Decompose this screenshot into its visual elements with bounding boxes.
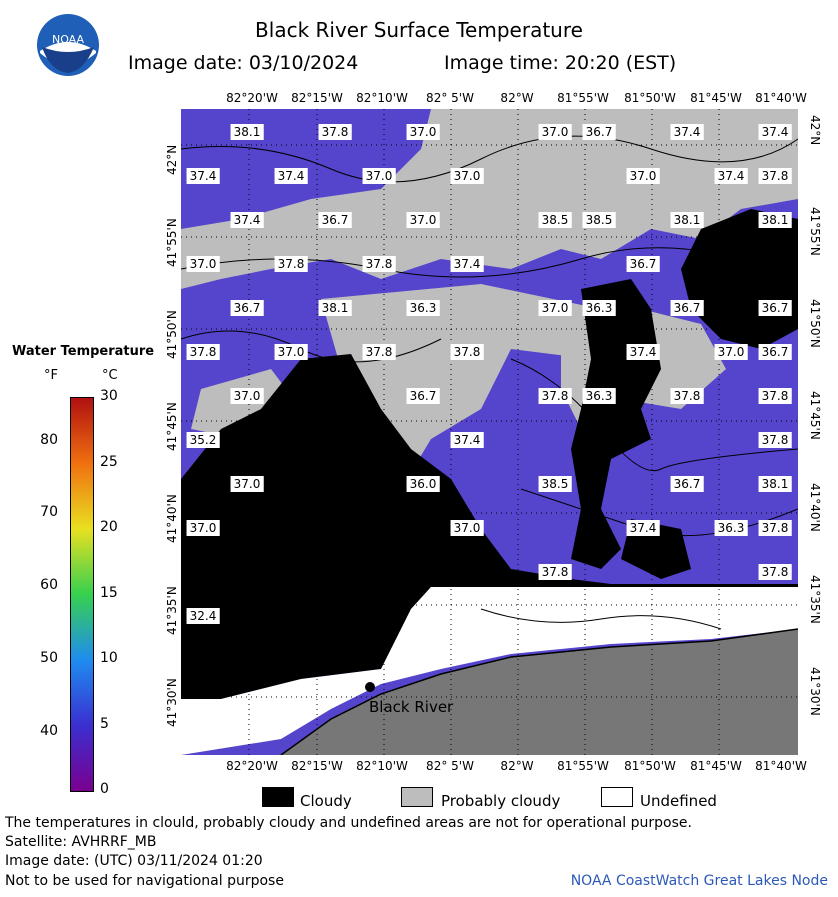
lon-label: 81°55'W xyxy=(557,759,609,773)
temperature-value: 36.0 xyxy=(407,476,440,492)
color-scale-bar xyxy=(70,397,94,792)
map-layers xyxy=(181,109,798,755)
temperature-value: 38.1 xyxy=(759,476,792,492)
temperature-value: 37.0 xyxy=(627,168,660,184)
temperature-value: 36.3 xyxy=(715,520,748,536)
fahrenheit-tick: 40 xyxy=(40,722,58,739)
temperature-value: 36.3 xyxy=(583,388,616,404)
temperature-value: 38.1 xyxy=(671,212,704,228)
lat-label: 41°35'N xyxy=(808,575,822,624)
image-time: Image time: 20:20 (EST) xyxy=(444,52,677,74)
celsius-tick: 5 xyxy=(100,715,109,732)
temperature-value: 37.0 xyxy=(231,388,264,404)
lat-label: 41°30'N xyxy=(808,667,822,716)
lon-label: 82°W xyxy=(500,759,534,773)
temperature-value: 38.5 xyxy=(583,212,616,228)
lon-label: 81°40'W xyxy=(755,91,807,105)
temperature-value: 37.0 xyxy=(187,520,220,536)
svg-text:NOAA: NOAA xyxy=(51,33,85,46)
temperature-value: 37.0 xyxy=(363,168,396,184)
lon-label: 81°50'W xyxy=(624,759,676,773)
celsius-tick: 0 xyxy=(100,781,109,797)
temperature-map xyxy=(181,109,798,755)
temperature-value: 35.2 xyxy=(187,432,220,448)
lat-label: 41°50'N xyxy=(165,310,179,359)
place-label: Black River xyxy=(369,698,454,716)
temperature-value: 37.4 xyxy=(759,124,792,140)
temperature-value: 36.3 xyxy=(407,300,440,316)
temperature-value: 36.7 xyxy=(759,344,792,360)
lat-label: 41°40'N xyxy=(808,483,822,532)
fahrenheit-tick: 60 xyxy=(40,577,58,594)
temperature-value: 37.8 xyxy=(539,564,572,580)
temperature-value: 37.8 xyxy=(275,256,308,272)
temperature-value: 36.7 xyxy=(671,476,704,492)
temperature-value: 37.8 xyxy=(319,124,352,140)
lon-label: 81°45'W xyxy=(690,759,742,773)
lon-label: 82°15'W xyxy=(291,91,343,105)
disclaimer-text: The temperatures in clould, probably cloudy and undefined areas are not for operational purpose. xyxy=(5,815,692,831)
temperature-value: 37.8 xyxy=(759,564,792,580)
temperature-value: 37.8 xyxy=(759,520,792,536)
temperature-value: 37.4 xyxy=(231,212,264,228)
lon-label: 81°45'W xyxy=(690,91,742,105)
lat-label: 42°N xyxy=(165,144,179,175)
temperature-value: 37.4 xyxy=(451,432,484,448)
temperature-value: 38.1 xyxy=(759,212,792,228)
satellite-text: Satellite: AVHRRF_MB xyxy=(5,834,157,850)
temperature-value: 37.4 xyxy=(627,344,660,360)
lat-label: 41°45'N xyxy=(165,402,179,451)
unit-c-label: °C xyxy=(102,368,118,383)
temperature-value: 37.8 xyxy=(759,432,792,448)
lat-label: 41°55'N xyxy=(808,207,822,256)
temperature-value: 36.7 xyxy=(407,388,440,404)
celsius-tick: 10 xyxy=(100,650,118,666)
fahrenheit-tick: 80 xyxy=(40,431,58,448)
temperature-value: 36.7 xyxy=(759,300,792,316)
temperature-value: 37.4 xyxy=(187,168,220,184)
lon-label: 82° 5'W xyxy=(426,759,474,773)
temperature-value: 38.1 xyxy=(319,300,352,316)
lat-label: 41°30'N xyxy=(165,678,179,727)
temperature-value: 37.4 xyxy=(275,168,308,184)
temperature-value: 37.0 xyxy=(187,256,220,272)
temperature-value: 38.5 xyxy=(539,212,572,228)
celsius-tick: 15 xyxy=(100,584,118,601)
temperature-value: 37.8 xyxy=(187,344,220,360)
temperature-value: 36.7 xyxy=(583,124,616,140)
lat-label: 41°50'N xyxy=(808,299,822,348)
celsius-tick: 25 xyxy=(100,453,118,470)
temperature-value: 37.0 xyxy=(407,124,440,140)
undefined-label: Undefined xyxy=(640,792,717,810)
fahrenheit-tick: 70 xyxy=(40,504,58,521)
temperature-value: 37.8 xyxy=(759,168,792,184)
credit-text: NOAA CoastWatch Great Lakes Node xyxy=(570,873,828,889)
temperature-value: 37.0 xyxy=(715,344,748,360)
temperature-value: 37.0 xyxy=(275,344,308,360)
temperature-value: 37.4 xyxy=(715,168,748,184)
temperature-value: 37.0 xyxy=(451,168,484,184)
lat-label: 41°35'N xyxy=(165,586,179,635)
utc-date-text: Image date: (UTC) 03/11/2024 01:20 xyxy=(5,853,263,869)
temperature-value: 37.0 xyxy=(231,476,264,492)
celsius-tick: 20 xyxy=(100,519,118,535)
lon-label: 82°20'W xyxy=(226,91,278,105)
probably-cloudy-label: Probably cloudy xyxy=(441,792,561,810)
cloudy-swatch xyxy=(262,787,294,807)
temperature-value: 37.8 xyxy=(363,256,396,272)
page-title: Black River Surface Temperature xyxy=(255,18,583,42)
temperature-value: 37.4 xyxy=(451,256,484,272)
lon-label: 82° 5'W xyxy=(426,91,474,105)
legend-title: Water Temperature xyxy=(12,344,155,359)
lat-label: 41°55'N xyxy=(165,218,179,267)
lat-label: 41°40'N xyxy=(165,494,179,543)
lat-label: 42°N xyxy=(808,115,822,146)
lat-label: 41°45'N xyxy=(808,391,822,440)
probably-cloudy-swatch xyxy=(401,787,433,807)
temperature-value: 37.0 xyxy=(451,520,484,536)
temperature-value: 37.0 xyxy=(539,124,572,140)
lon-label: 82°15'W xyxy=(291,759,343,773)
temperature-value: 37.4 xyxy=(671,124,704,140)
undefined-swatch xyxy=(601,787,633,807)
temperature-value: 37.8 xyxy=(759,388,792,404)
temperature-value: 37.0 xyxy=(407,212,440,228)
temperature-value: 37.8 xyxy=(363,344,396,360)
temperature-value: 37.0 xyxy=(539,300,572,316)
lon-label: 81°50'W xyxy=(624,91,676,105)
temperature-value: 37.8 xyxy=(539,388,572,404)
image-date: Image date: 03/10/2024 xyxy=(128,52,359,74)
temperature-value: 36.3 xyxy=(583,300,616,316)
temperature-value: 36.7 xyxy=(319,212,352,228)
temperature-value: 37.8 xyxy=(671,388,704,404)
lon-label: 81°55'W xyxy=(557,91,609,105)
lon-label: 82°10'W xyxy=(356,91,408,105)
lon-label: 82°20'W xyxy=(226,759,278,773)
temperature-value: 38.1 xyxy=(231,124,264,140)
unit-f-label: °F xyxy=(44,368,58,383)
temperature-value: 37.4 xyxy=(627,520,660,536)
temperature-value: 36.7 xyxy=(231,300,264,316)
temperature-value: 37.8 xyxy=(451,344,484,360)
lon-label: 82°10'W xyxy=(356,759,408,773)
celsius-tick: 30 xyxy=(100,388,118,404)
navigation-warning: Not to be used for navigational purpose xyxy=(5,873,284,889)
temperature-value: 32.4 xyxy=(187,608,220,624)
fahrenheit-tick: 50 xyxy=(40,650,58,666)
black-river-marker xyxy=(365,682,375,692)
cloudy-label: Cloudy xyxy=(300,792,352,810)
lon-label: 82°W xyxy=(500,91,534,105)
temperature-value: 36.7 xyxy=(627,256,660,272)
temperature-value: 38.5 xyxy=(539,476,572,492)
temperature-value: 36.7 xyxy=(671,300,704,316)
lon-label: 81°40'W xyxy=(755,759,807,773)
